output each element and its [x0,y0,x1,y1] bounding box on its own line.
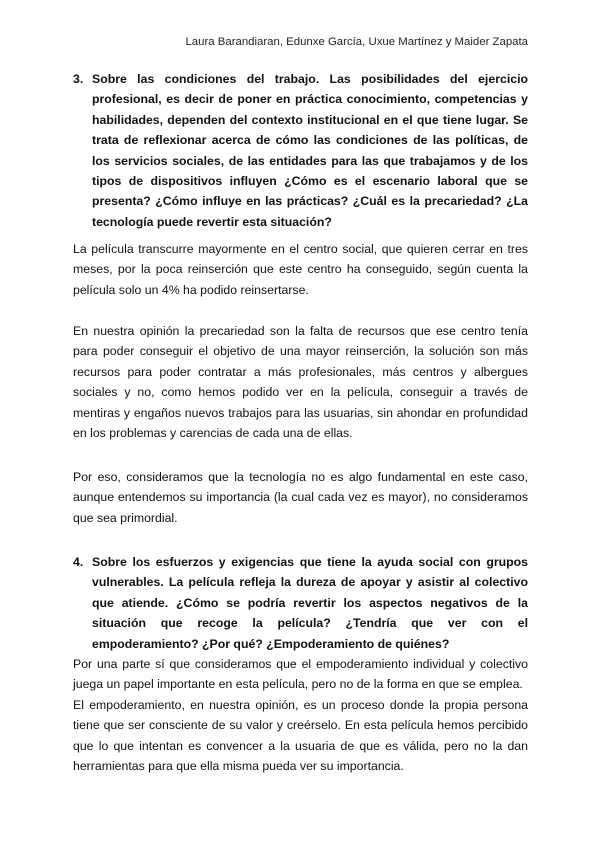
answer-paragraph-2: En nuestra opinión la precariedad son la falta de recursos que ese centro tenía para poder conseguir el objetivo de una mayor reinserción, la solución son más recursos para poder contratar a más profesionales, más centros y albergues sociales y no, como hemos podido ver en la película, conseguir a través de mentiras y engaños nuevos trabajos para las usuarias, sin ahondar en profundidad en los problemas y carencias de cada una de ellas. [73,324,528,441]
question-3-text: Sobre las condiciones del trabajo. Las posibilidades del ejercicio profesional, es decir de poner en práctica conocimiento, competencias y habilidades, dependen del contexto institucional en el que tiene lugar. Se trata de reflexionar acerca de cómo las condiciones de las políticas, de los servicios sociales, de las entidades para las que trabajamos y de los tipos de dispositivos influyen ¿Cómo es el escenario laboral que se presenta? ¿Cómo influye en las prácticas? ¿Cuál es la precariedad? ¿La tecnología puede revertir esta situación? [92,72,528,229]
question-4-number: 4. [73,555,84,569]
answer-paragraph-4: Por una parte sí que consideramos que el empoderamiento individual y colectivo juega un papel importante en esta película, pero no de la forma en que se emplea. [73,657,528,692]
answer-paragraph-5: El empoderamiento, en nuestra opinión, es un proceso donde la propia persona tiene que ser consciente de su valor y creérselo. En esta película hemos percibido que lo que intentan es convencer a la usuaria de que es válida, pero no la dan herramientas para que ella misma pueda ver su importancia. [73,698,528,774]
answer-paragraph-3: Por eso, consideramos que la tecnología no es algo fundamental en este caso, aunque entendemos su importancia (la cual cada vez es mayor), no consideramos que sea primordial. [73,470,528,525]
question-4 [73,552,528,654]
question-3-number: 3. [73,72,84,86]
question-3 [73,69,528,232]
answer-paragraph-1: La película transcurre mayormente en el centro social, que quieren cerrar en tres meses, por la poca reinserción que este centro ha conseguido, según cuenta la película solo un 4% ha podido reinsertarse. [73,242,528,297]
page-header-authors: Laura Barandiaran, Edunxe García, Uxue Martínez y Maider Zapata [185,36,528,48]
question-4-text: Sobre los esfuerzos y exigencias que tiene la ayuda social con grupos vulnerables. La película refleja la dureza de apoyar y asistir al colectivo que atiende. ¿Cómo se podría revertir los aspectos negativos de la situación que recoge la película? ¿Tendría que ver con el empoderamiento? ¿Por qué? ¿Empoderamiento de quiénes? [92,555,528,651]
